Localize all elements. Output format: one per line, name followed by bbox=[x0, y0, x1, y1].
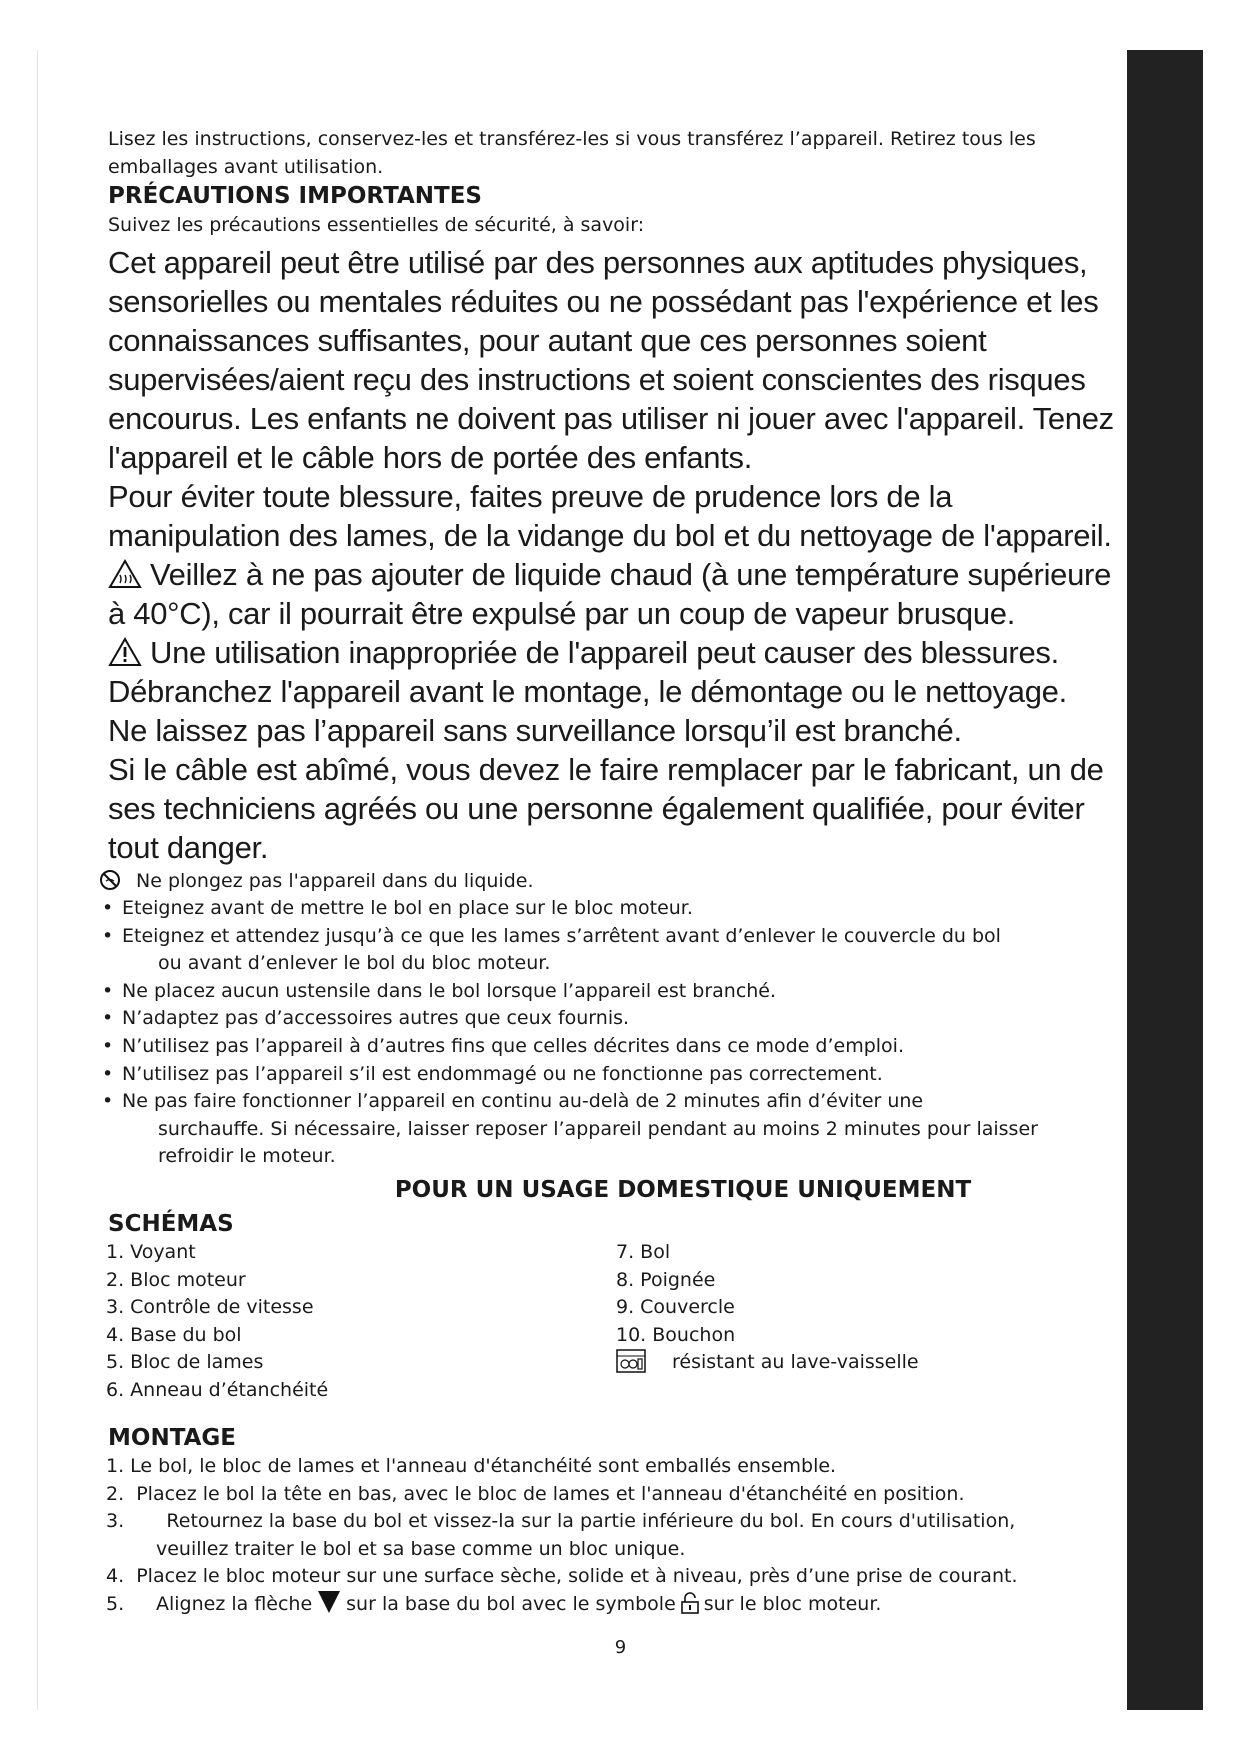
list-item: 2. Bloc moteur bbox=[106, 1268, 246, 1291]
misuse-warning-text: Une utilisation inappropriée de l'appareil peut causer des blessures. bbox=[150, 635, 1059, 670]
precaution-bullets bbox=[108, 895, 1128, 1171]
precautions-subheading: Suivez les précautions essentielles de sécurité, à savoir: bbox=[108, 214, 645, 236]
dishwasher-safe-note: résistant au lave-vaisselle bbox=[616, 1349, 919, 1377]
list-item: • Eteignez avant de mettre le bol en place sur le bloc moteur. bbox=[108, 895, 1128, 923]
list-item: • Ne placez aucun ustensile dans le bol lorsque l’appareil est branché. bbox=[108, 978, 1128, 1006]
precaution-para-6: Ne laissez pas l’appareil sans surveillance lorsqu’il est branché. bbox=[108, 713, 962, 748]
no-immersion-icon bbox=[98, 869, 122, 891]
precaution-para-7: Si le câble est abîmé, vous devez le faire remplacer par le fabricant, un de ses techniciens agréés ou une personne également qualifiée, pour éviter tout danger. bbox=[108, 752, 1104, 865]
hot-surface-warning-icon bbox=[108, 559, 142, 589]
list-item: 1. Voyant bbox=[106, 1240, 196, 1263]
list-item: 9. Couvercle bbox=[616, 1296, 735, 1319]
list-item: 4. Base du bol bbox=[106, 1323, 242, 1346]
list-item: 3. Contrôle de vitesse bbox=[106, 1296, 314, 1319]
misuse-warning bbox=[108, 633, 1128, 672]
list-item: 8. Poignée bbox=[616, 1268, 716, 1291]
schemas-list-right bbox=[616, 1239, 919, 1377]
list-item: • N’utilisez pas l’appareil à d’autres fins que celles décrites dans ce mode d’emploi. bbox=[108, 1033, 1128, 1061]
warning-icon bbox=[108, 637, 142, 667]
schemas-list-left bbox=[106, 1239, 328, 1405]
page-margin-line bbox=[37, 50, 38, 1710]
list-item: • N’adaptez pas d’accessoires autres que ceux fournis. bbox=[108, 1005, 1128, 1033]
list-item: 5. Bloc de lames bbox=[106, 1351, 264, 1374]
list-item: 4. Placez le bloc moteur sur une surface sèche, solide et à niveau, près d’une prise de courant. bbox=[106, 1565, 1018, 1588]
montage-steps bbox=[106, 1453, 1128, 1619]
side-tab-label: mode d’emploi bbox=[948, 130, 1000, 467]
list-item: 5. Alignez la flèche sur la base du bol avec le symbole sur le bloc moteur. bbox=[106, 1592, 882, 1615]
list-item: • N’utilisez pas l’appareil s’il est endommagé ou ne fonctionne pas correctement. bbox=[108, 1061, 1128, 1089]
list-item: 6. Anneau d’étanchéité bbox=[106, 1378, 329, 1401]
precaution-para-5: Débranchez l'appareil avant le montage, le démontage ou le nettoyage. bbox=[108, 674, 1067, 709]
montage-heading: MONTAGE bbox=[108, 1424, 236, 1451]
no-immerse-text: Ne plongez pas l'appareil dans du liquide. bbox=[136, 870, 534, 892]
arrow-down-icon bbox=[318, 1591, 340, 1613]
list-item: 10. Bouchon bbox=[616, 1323, 736, 1346]
list-item: veuillez traiter le bol et sa base comme un bloc unique. bbox=[156, 1537, 686, 1560]
page-content bbox=[108, 125, 1128, 1619]
precaution-para-2: Pour éviter toute blessure, faites preuve de prudence lors de la manipulation des lames, de la vidange du bol et du nettoyage de l'appareil. bbox=[108, 479, 1112, 553]
intro-text: Lisez les instructions, conservez-les et transférez-les si vous transférez l’appareil. Retirez tous les emballages avant utilisation. bbox=[108, 128, 1036, 178]
no-immerse-line bbox=[98, 867, 1128, 895]
list-item: 1. Le bol, le bloc de lames et l'anneau d'étanchéité sont emballés ensemble. bbox=[106, 1454, 837, 1477]
list-item: 3. Retournez la base du bol et vissez-la sur la partie inférieure du bol. En cours d'utilisation, bbox=[106, 1510, 1016, 1533]
hot-liquid-warning bbox=[108, 555, 1128, 633]
list-item: • Eteignez et attendez jusqu’à ce que les lames s’arrêtent avant d’enlever le couvercle du bol ou avant d’enlever le bol du bloc moteur. bbox=[108, 923, 1128, 978]
lock-icon bbox=[680, 1592, 700, 1614]
side-tab bbox=[1127, 50, 1203, 1710]
schemas-heading: SCHÉMAS bbox=[108, 1210, 234, 1237]
precautions-heading: PRÉCAUTIONS IMPORTANTES bbox=[108, 183, 482, 209]
list-item: 7. Bol bbox=[616, 1240, 671, 1263]
schemas-lists bbox=[108, 1239, 1128, 1423]
precaution-para-1: Cet appareil peut être utilisé par des personnes aux aptitudes physiques, sensorielles ou mentales réduites ou ne possédant pas l'expérience et les connaissances suffisantes, pour autant que ces personnes soient supervisées/aient reçu des instructions et soient conscientes des risques encourus. Les enfants ne doivent pas utiliser ni jouer avec l'appareil. Tenez l'appareil et le câble hors de portée des enfants. bbox=[108, 245, 1114, 475]
list-item: • Ne pas faire fonctionner l’appareil en continu au-delà de 2 minutes afin d’éviter une surchauffe. Si nécessaire, laisser reposer l’appareil pendant au moins 2 minutes pour laisser refroidir le moteur. bbox=[108, 1088, 1128, 1171]
page-number: 9 bbox=[614, 1637, 627, 1658]
list-item: 2. Placez le bol la tête en bas, avec le bloc de lames et l'anneau d'étanchéité en position. bbox=[106, 1482, 965, 1505]
dishwasher-icon bbox=[616, 1349, 646, 1373]
hot-liquid-warning-text: Veillez à ne pas ajouter de liquide chaud (à une température supérieure à 40°C), car il pourrait être expulsé par un coup de vapeur brusque. bbox=[108, 557, 1112, 631]
domestic-use-heading: POUR UN USAGE DOMESTIQUE UNIQUEMENT bbox=[394, 1176, 972, 1203]
